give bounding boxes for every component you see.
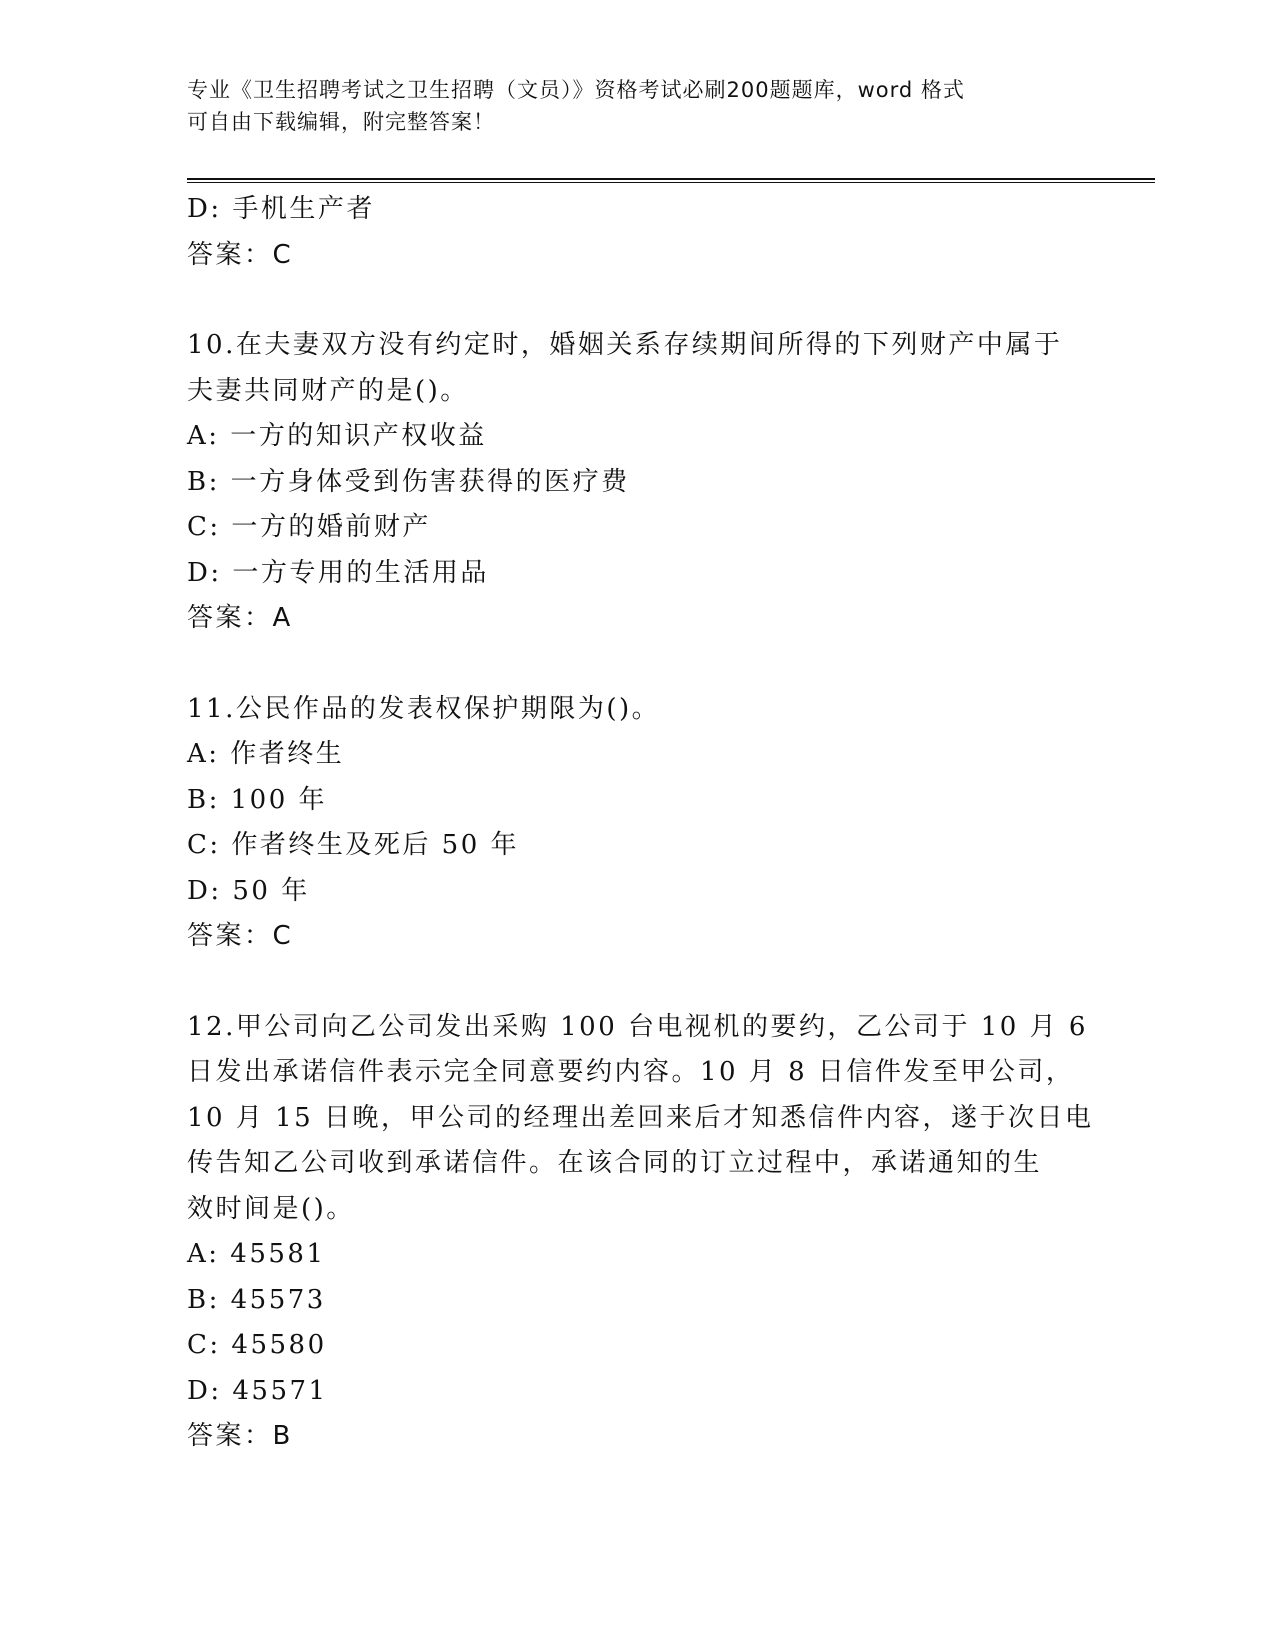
option-d: D: 50 年 (187, 875, 310, 906)
option-a: A: 一方的知识产权收益 (187, 421, 487, 451)
question-text-line: 效时间是()。 (187, 1193, 355, 1224)
question-text-line: 10.在夫妻双方没有约定时，婚姻关系存续期间所得的下列财产中属于 (187, 330, 1063, 360)
question-text-line: 12.甲公司向乙公司发出采购 100 台电视机的要约，乙公司于 10 月 6 (187, 1011, 1088, 1042)
question-item (187, 1005, 1094, 1460)
carryover-answer: 答案：C (187, 239, 294, 270)
carryover-option-d: D: 手机生产者 (187, 194, 375, 224)
question-content (187, 187, 1094, 1460)
option-b: B: 一方身体受到伤害获得的医疗费 (187, 466, 630, 497)
option-b: B: 100 年 (187, 784, 328, 815)
header-title-line-2: 可自由下载编辑，附完整答案！ (187, 110, 495, 134)
option-d: D: 一方专用的生活用品 (187, 557, 489, 588)
spacer (187, 278, 1087, 323)
question-text-line: 10 月 15 日晚，甲公司的经理出差回来后才知悉信件内容，遂于次日电 (187, 1102, 1094, 1133)
option-d: D: 45571 (187, 1375, 328, 1406)
header-divider (187, 178, 1155, 183)
option-c: C: 45580 (187, 1330, 327, 1360)
option-c: C: 作者终生及死后 50 年 (187, 830, 520, 860)
question-text-line: 传告知乙公司收到承诺信件。在该合同的订立过程中，承诺通知的生 (187, 1148, 1043, 1178)
question-text-line: 日发出承诺信件表示完全同意要约内容。10 月 8 日信件发至甲公司， (187, 1057, 1075, 1087)
spacer (187, 960, 1087, 1005)
question-item (187, 323, 1087, 642)
document-header (187, 74, 1067, 138)
option-a: A: 作者终生 (187, 739, 345, 769)
question-text-line: 夫妻共同财产的是()。 (187, 375, 469, 406)
answer-line: 答案：A (187, 603, 293, 633)
option-c: C: 一方的婚前财产 (187, 512, 431, 542)
header-title-line-1: 专业《卫生招聘考试之卫生招聘（文员）》资格考试必刷200题题库，word 格式 (187, 78, 965, 102)
question-text-line: 11.公民作品的发表权保护期限为()。 (187, 693, 661, 724)
spacer (187, 642, 1087, 687)
option-a: A: 45581 (187, 1239, 326, 1269)
answer-line: 答案：C (187, 921, 294, 951)
question-item (187, 687, 1087, 960)
option-b: B: 45573 (187, 1284, 326, 1315)
answer-line: 答案：B (187, 1421, 293, 1451)
